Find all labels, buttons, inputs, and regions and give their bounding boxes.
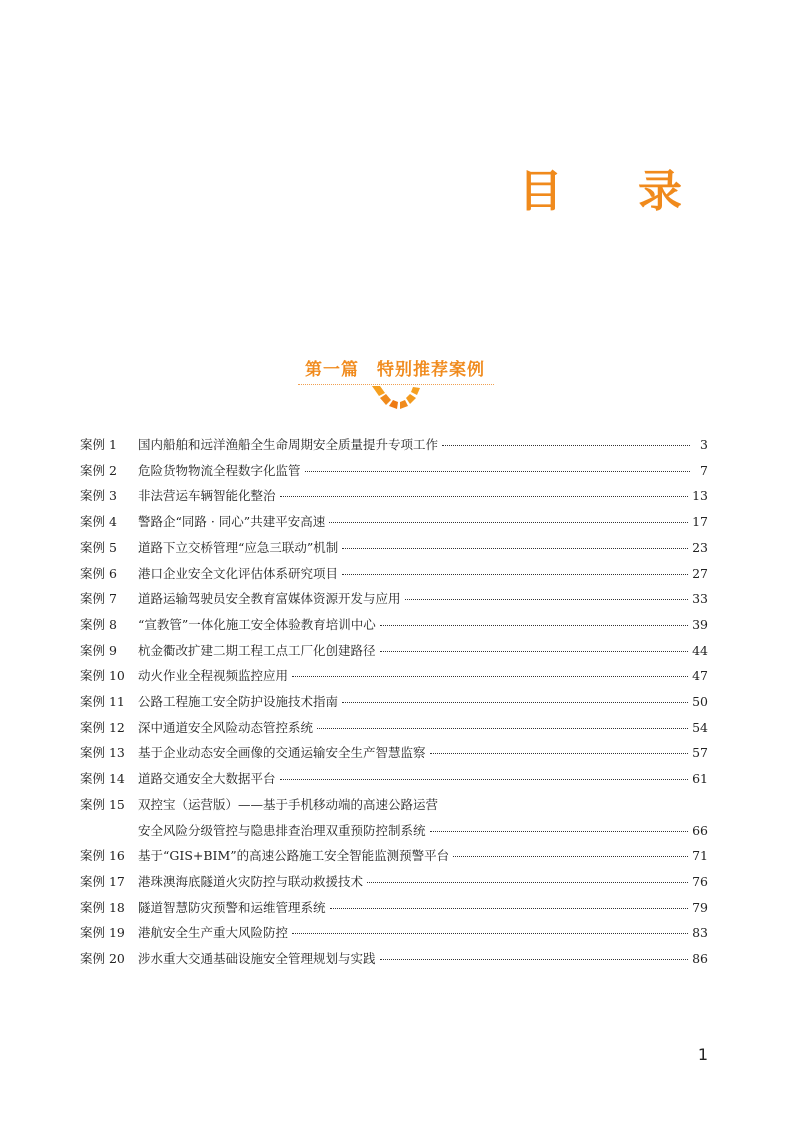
section-title: 第一篇 特别推荐案例: [305, 360, 485, 380]
case-title-continuation: 安全风险分级管控与隐患排查治理双重预防控制系统: [138, 822, 426, 838]
page-ref: 71: [692, 848, 708, 864]
page-ref: 61: [692, 771, 708, 787]
case-title: 港珠澳海底隧道火灾防控与联动救援技术: [138, 873, 364, 889]
toc-entry[interactable]: [80, 432, 708, 458]
page-ref: 3: [700, 437, 708, 452]
case-title: 基于“GIS+BIM”的高速公路施工安全智能监测预警平台: [138, 848, 450, 864]
case-title: 非法营运车辆智能化整治: [138, 488, 276, 504]
page-ref: 27: [692, 565, 708, 581]
case-title: 国内船舶和远洋渔船全生命周期安全质量提升专项工作: [138, 437, 439, 452]
dot-leader: [305, 470, 690, 472]
page-ref: 39: [692, 616, 708, 632]
dot-leader: [430, 752, 689, 754]
toc-entry[interactable]: [80, 715, 708, 741]
case-title: 动火作业全程视频监控应用: [138, 668, 289, 684]
toc-entry[interactable]: [80, 663, 708, 689]
dot-leader: [292, 675, 688, 677]
case-title: “宣教管”一体化施工安全体验教育培训中心: [138, 616, 376, 632]
page-ref: 17: [692, 514, 708, 530]
dot-leader: [405, 598, 689, 600]
case-label: 案例 17: [80, 873, 125, 889]
case-label: 案例 10: [80, 668, 125, 684]
dot-leader: [442, 444, 690, 446]
toc-entry[interactable]: [80, 920, 708, 946]
case-title: 港航安全生产重大风险防控: [138, 925, 289, 941]
case-label: 案例 9: [80, 642, 117, 658]
dot-leader: [453, 855, 688, 857]
page-ref: 44: [692, 642, 708, 658]
page-ref: 50: [692, 694, 708, 710]
toc-entry[interactable]: [80, 458, 708, 484]
dot-leader: [380, 624, 688, 626]
sunburst-ornament-icon: [368, 384, 424, 410]
page-ref: 79: [692, 899, 708, 915]
case-title: 隧道智慧防灾预警和运维管理系统: [138, 899, 326, 915]
case-title: 公路工程施工安全防护设施技术指南: [138, 694, 339, 710]
case-title: 道路交通安全大数据平台: [138, 771, 276, 787]
page-ref: 66: [692, 822, 708, 838]
page-ref: 54: [692, 719, 708, 735]
section-heading: [0, 360, 790, 380]
dot-leader: [292, 932, 688, 934]
case-label: 案例 8: [80, 616, 117, 632]
case-label: 案例 14: [80, 771, 125, 787]
case-label: 案例 16: [80, 848, 125, 864]
toc-entry[interactable]: [80, 535, 708, 561]
page-ref: 83: [692, 925, 708, 941]
case-title: 道路下立交桥管理“应急三联动”机制: [138, 539, 339, 555]
page-ref: 57: [692, 745, 708, 761]
toc-entry[interactable]: [80, 792, 708, 818]
dot-leader: [342, 573, 688, 575]
toc-entry[interactable]: [80, 843, 708, 869]
case-label: 案例 6: [80, 565, 117, 581]
case-title: 危险货物物流全程数字化监管: [138, 462, 301, 478]
page-number: 1: [697, 1045, 708, 1064]
dot-leader: [380, 650, 689, 652]
page-ref: 13: [692, 488, 708, 504]
case-title: 双控宝（运营版）——基于手机移动端的高速公路运营: [138, 796, 439, 812]
case-label: 案例 18: [80, 899, 125, 915]
case-label: 案例 1: [80, 437, 117, 452]
dot-leader: [342, 701, 688, 703]
case-label: 案例 4: [80, 514, 117, 530]
dot-leader: [280, 778, 689, 780]
dot-leader: [367, 881, 688, 883]
toc-entry[interactable]: [80, 638, 708, 664]
toc-entry[interactable]: [80, 586, 708, 612]
case-label: 案例 20: [80, 951, 125, 967]
page-ref: 86: [692, 951, 708, 967]
page-ref: 76: [692, 873, 708, 889]
case-label: 案例 13: [80, 745, 125, 761]
toc-entry[interactable]: [80, 869, 708, 895]
case-title: 深中通道安全风险动态管控系统: [138, 719, 314, 735]
case-title: 涉水重大交通基础设施安全管理规划与实践: [138, 951, 376, 967]
page-ref: 7: [700, 462, 708, 478]
page-ref: 23: [692, 539, 708, 555]
case-title: 警路企“同路 · 同心”共建平安高速: [138, 514, 326, 530]
toc-entry[interactable]: [80, 483, 708, 509]
case-label: 案例 5: [80, 539, 117, 555]
case-label: 案例 3: [80, 488, 117, 504]
toc-entry[interactable]: [80, 612, 708, 638]
dot-leader: [317, 727, 688, 729]
case-label: 案例 12: [80, 719, 125, 735]
case-title: 杭金衢改扩建二期工程工点工厂化创建路径: [138, 642, 376, 658]
page-title: 目 录: [518, 166, 712, 217]
toc-entry[interactable]: [80, 561, 708, 587]
dot-leader: [430, 830, 689, 832]
case-title: 基于企业动态安全画像的交通运输安全生产智慧监察: [138, 745, 426, 761]
dot-leader: [342, 547, 688, 549]
case-label: 案例 19: [80, 925, 125, 941]
toc-entry[interactable]: [80, 689, 708, 715]
case-title: 港口企业安全文化评估体系研究项目: [138, 565, 339, 581]
page-ref: 33: [692, 591, 708, 607]
dot-leader: [329, 521, 688, 523]
dot-leader: [330, 907, 689, 909]
case-label: 案例 11: [80, 694, 125, 710]
dot-leader: [280, 495, 689, 497]
toc-entry[interactable]: [80, 946, 708, 972]
toc-entry[interactable]: [80, 740, 708, 766]
case-title: 道路运输驾驶员安全教育富媒体资源开发与应用: [138, 591, 401, 607]
table-of-contents: [80, 432, 708, 972]
toc-entry[interactable]: [80, 766, 708, 792]
toc-entry-continuation[interactable]: [80, 818, 708, 844]
case-label: 案例 7: [80, 591, 117, 607]
toc-entry[interactable]: [80, 895, 708, 921]
dot-leader: [380, 958, 689, 960]
case-label: 案例 15: [80, 796, 125, 812]
toc-entry[interactable]: [80, 509, 708, 535]
page-ref: 47: [692, 668, 708, 684]
case-label: 案例 2: [80, 462, 117, 478]
